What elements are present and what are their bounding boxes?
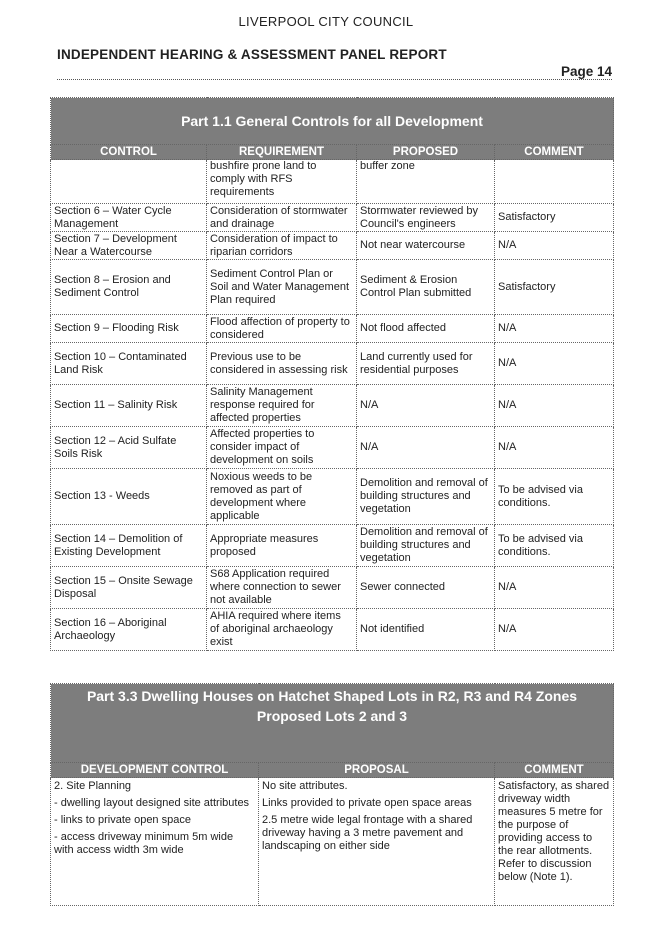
table-row xyxy=(51,385,614,427)
proposal-item: Links provided to private open space areas xyxy=(262,797,472,809)
cell-comment: N/A xyxy=(495,609,614,651)
cell-requirement: Consideration of impact to riparian corridors xyxy=(207,232,357,260)
table-row xyxy=(51,343,614,385)
cell-requirement: S68 Application required where connection to sewer not available xyxy=(207,567,357,609)
cell-control: Section 15 – Onsite Sewage Disposal xyxy=(51,567,207,609)
cell-control: Section 16 – Aboriginal Archaeology xyxy=(51,609,207,651)
cell-control: Section 10 – Contaminated Land Risk xyxy=(51,343,207,385)
cell-control: Section 11 – Salinity Risk xyxy=(51,385,207,427)
table-title xyxy=(51,684,614,763)
cell-comment: N/A xyxy=(495,385,614,427)
cell-requirement: Previous use to be considered in assessing risk xyxy=(207,343,357,385)
table-row xyxy=(51,469,614,525)
cell-control: Section 8 – Erosion and Sediment Control xyxy=(51,260,207,315)
column-header-comment: COMMENT xyxy=(495,763,614,778)
cell-comment: N/A xyxy=(495,567,614,609)
proposal-item: 2.5 metre wide legal frontage with a shared driveway having a 3 metre pavement and landscaping on either side xyxy=(262,814,473,852)
table-row xyxy=(51,160,614,204)
cell-development-control xyxy=(51,778,259,906)
cell-comment: N/A xyxy=(495,232,614,260)
cell-proposed: Not flood affected xyxy=(357,315,495,343)
cell-control xyxy=(51,160,207,204)
table-row xyxy=(51,427,614,469)
cell-proposal xyxy=(259,778,495,906)
cell-requirement: bushfire prone land to comply with RFS requirements xyxy=(207,160,357,204)
table-row xyxy=(51,525,614,567)
cell-proposed: Sediment & Erosion Control Plan submitted xyxy=(357,260,495,315)
cell-requirement: Consideration of stormwater and drainage xyxy=(207,204,357,232)
table-row xyxy=(51,609,614,651)
header-divider xyxy=(57,79,612,80)
cell-comment: Satisfactory xyxy=(495,204,614,232)
proposal-item: No site attributes. xyxy=(262,780,348,792)
cell-proposed: Stormwater reviewed by Council's engineers xyxy=(357,204,495,232)
control-item: - links to private open space xyxy=(54,814,191,826)
cell-requirement: Salinity Management response required for affected properties xyxy=(207,385,357,427)
cell-comment: Satisfactory xyxy=(495,260,614,315)
cell-requirement: Noxious weeds to be removed as part of development where applicable xyxy=(207,469,357,525)
cell-proposed: N/A xyxy=(357,385,495,427)
cell-control: Section 13 - Weeds xyxy=(51,469,207,525)
column-header-development-control: DEVELOPMENT CONTROL xyxy=(51,763,259,778)
column-header-requirement: REQUIREMENT xyxy=(207,145,357,160)
cell-proposed: Not near watercourse xyxy=(357,232,495,260)
cell-control: Section 12 – Acid Sulfate Soils Risk xyxy=(51,427,207,469)
cell-proposed: Sewer connected xyxy=(357,567,495,609)
control-item: - access driveway minimum 5m wide with access width 3m wide xyxy=(54,831,234,856)
table-row xyxy=(51,778,614,906)
table-title: Part 1.1 General Controls for all Development xyxy=(51,98,614,145)
cell-proposed: N/A xyxy=(357,427,495,469)
table-row xyxy=(51,567,614,609)
cell-control: Section 7 – Development Near a Watercourse xyxy=(51,232,207,260)
cell-comment: To be advised via conditions. xyxy=(495,469,614,525)
cell-comment: N/A xyxy=(495,343,614,385)
table-title-line-1: Part 3.3 Dwelling Houses on Hatchet Shaped Lots in R2, R3 and R4 Zones xyxy=(86,688,578,704)
general-controls-table xyxy=(50,97,614,651)
cell-comment: N/A xyxy=(495,315,614,343)
cell-proposed: Not identified xyxy=(357,609,495,651)
table-row xyxy=(51,232,614,260)
report-title: INDEPENDENT HEARING & ASSESSMENT PANEL REPORT xyxy=(57,47,447,62)
column-header-proposed: PROPOSED xyxy=(357,145,495,160)
cell-control: Section 9 – Flooding Risk xyxy=(51,315,207,343)
control-item: 2. Site Planning xyxy=(54,780,132,792)
cell-requirement: Affected properties to consider impact of development on soils xyxy=(207,427,357,469)
cell-control: Section 6 – Water Cycle Management xyxy=(51,204,207,232)
hatchet-lots-table xyxy=(50,683,614,906)
cell-comment: To be advised via conditions. xyxy=(495,525,614,567)
cell-requirement: AHIA required where items of aboriginal archaeology exist xyxy=(207,609,357,651)
column-header-control: CONTROL xyxy=(51,145,207,160)
cell-proposed: Land currently used for residential purposes xyxy=(357,343,495,385)
table-row xyxy=(51,315,614,343)
cell-requirement: Appropriate measures proposed xyxy=(207,525,357,567)
cell-comment: Satisfactory, as shared driveway width measures 5 metre for the purpose of providing access to the rear allotments. Refer to discussion below (Note 1). xyxy=(495,778,614,906)
column-header-comment: COMMENT xyxy=(495,145,614,160)
cell-comment: N/A xyxy=(495,427,614,469)
table-row xyxy=(51,260,614,315)
council-name: LIVERPOOL CITY COUNCIL xyxy=(238,14,414,29)
column-header-proposal: PROPOSAL xyxy=(259,763,495,778)
cell-proposed: Demolition and removal of building structures and vegetation xyxy=(357,525,495,567)
cell-proposed: buffer zone xyxy=(357,160,495,204)
cell-proposed: Demolition and removal of building structures and vegetation xyxy=(357,469,495,525)
page-number: Page 14 xyxy=(560,64,612,79)
table-row xyxy=(51,204,614,232)
cell-comment xyxy=(495,160,614,204)
cell-requirement: Sediment Control Plan or Soil and Water Management Plan required xyxy=(207,260,357,315)
cell-requirement: Flood affection of property to considered xyxy=(207,315,357,343)
table-title-line-2: Proposed Lots 2 and 3 xyxy=(256,708,408,724)
control-item: - dwelling layout designed site attributes xyxy=(54,797,250,809)
cell-control: Section 14 – Demolition of Existing Development xyxy=(51,525,207,567)
